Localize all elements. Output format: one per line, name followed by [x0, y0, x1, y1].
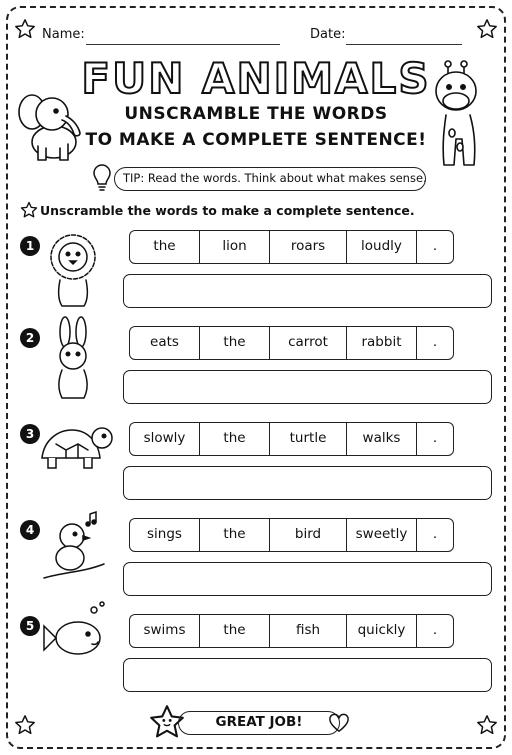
bird-icon: [40, 506, 108, 586]
name-label: Name:: [42, 27, 85, 42]
scrambled-words: [129, 326, 454, 360]
word-tile[interactable]: loudly: [347, 231, 417, 263]
scrambled-words: [129, 518, 454, 552]
scrambled-words: [129, 614, 454, 648]
great-job-label: GREAT JOB!: [178, 711, 340, 735]
word-tile[interactable]: the: [200, 423, 270, 455]
word-tile[interactable]: turtle: [270, 423, 347, 455]
word-tile[interactable]: carrot: [270, 327, 347, 359]
name-field[interactable]: [86, 44, 280, 45]
heart-icon: [328, 713, 350, 733]
word-tile[interactable]: fish: [270, 615, 347, 647]
word-tile[interactable]: roars: [270, 231, 347, 263]
answer-box[interactable]: [123, 562, 492, 596]
word-tile[interactable]: the: [200, 519, 270, 551]
scrambled-words: [129, 230, 454, 264]
word-tile[interactable]: swims: [130, 615, 200, 647]
word-tile[interactable]: walks: [347, 423, 417, 455]
answer-box[interactable]: [123, 274, 492, 308]
star-icon: [476, 18, 498, 40]
answer-box[interactable]: [123, 370, 492, 404]
word-tile[interactable]: sweetly: [347, 519, 417, 551]
scrambled-words: [129, 422, 454, 456]
star-icon: [476, 714, 498, 736]
subtitle-line-1: UNSCRAMBLE THE WORDS: [124, 104, 388, 124]
instruction-text: Unscramble the words to make a complete sentence.: [40, 203, 415, 218]
word-tile[interactable]: quickly: [347, 615, 417, 647]
word-tile[interactable]: sings: [130, 519, 200, 551]
lion-icon: [38, 230, 108, 310]
question-number: 3: [20, 424, 40, 444]
question-number: 5: [20, 616, 40, 636]
word-tile[interactable]: eats: [130, 327, 200, 359]
subtitle-line-2: TO MAKE A COMPLETE SENTENCE!: [85, 130, 427, 150]
page-title: FUN ANIMALS: [81, 54, 431, 103]
word-tile[interactable]: the: [200, 615, 270, 647]
date-field[interactable]: [346, 44, 462, 45]
question-number: 4: [20, 520, 40, 540]
word-tile[interactable]: bird: [270, 519, 347, 551]
answer-box[interactable]: [123, 466, 492, 500]
word-tile[interactable]: slowly: [130, 423, 200, 455]
word-tile[interactable]: rabbit: [347, 327, 417, 359]
lightbulb-icon: [90, 162, 114, 192]
answer-box[interactable]: [123, 658, 492, 692]
star-icon: [14, 714, 36, 736]
word-tile[interactable]: the: [130, 231, 200, 263]
punctuation-tile[interactable]: .: [432, 622, 438, 638]
star-icon: [20, 201, 38, 219]
rabbit-icon: [38, 316, 108, 404]
date-label: Date:: [310, 27, 346, 42]
fish-icon: [42, 600, 112, 668]
question-number: 2: [20, 328, 40, 348]
word-tile[interactable]: lion: [200, 231, 270, 263]
giraffe-icon: [420, 55, 500, 170]
star-icon: [14, 18, 36, 40]
elephant-icon: [16, 84, 88, 164]
punctuation-tile[interactable]: .: [432, 238, 438, 254]
footer-badge: [148, 703, 358, 741]
word-tile[interactable]: the: [200, 327, 270, 359]
punctuation-tile[interactable]: .: [432, 430, 438, 446]
punctuation-tile[interactable]: .: [432, 334, 438, 350]
tip-box: TIP: Read the words. Think about what makes sense.: [114, 167, 426, 191]
punctuation-tile[interactable]: .: [432, 526, 438, 542]
question-number: 1: [20, 236, 40, 256]
turtle-icon: [36, 420, 118, 476]
